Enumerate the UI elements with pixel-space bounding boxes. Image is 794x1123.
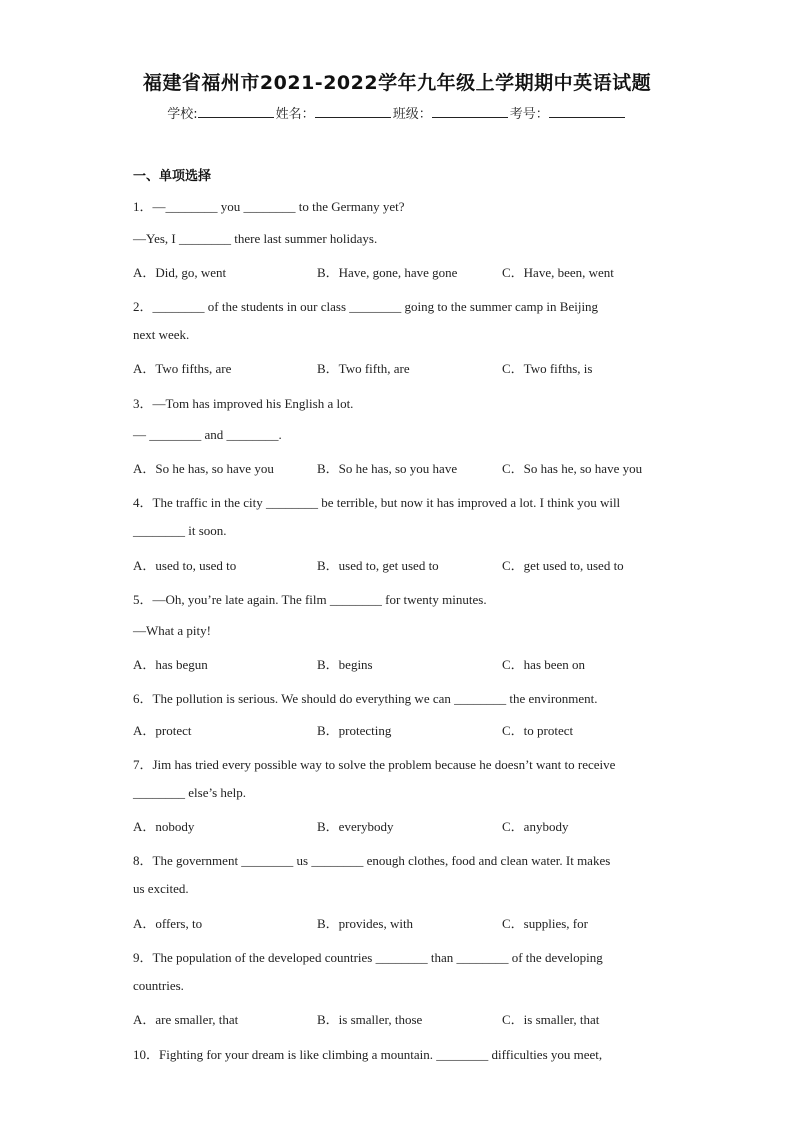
- question-9-option-c[interactable]: C．is smaller, that: [502, 1012, 600, 1027]
- question-4-option-b[interactable]: B．used to, get used to: [317, 558, 439, 573]
- class-label: 班级：: [392, 107, 432, 122]
- question-5-option-c[interactable]: C．has been on: [502, 657, 586, 672]
- question-5-option-a[interactable]: A．has begun: [133, 657, 208, 672]
- question-4-option-c[interactable]: C．get used to, used to: [502, 558, 624, 573]
- question-5-line-1: 5．—Oh, you’re late again. The film ________ for twenty minutes.: [133, 592, 487, 607]
- question-6-option-a[interactable]: A．protect: [133, 723, 192, 738]
- question-8-option-c[interactable]: C．supplies, for: [502, 916, 588, 931]
- question-4-line-1: 4．The traffic in the city ________ be terrible, but now it has improved a lot. I think you will: [133, 495, 621, 510]
- question-1-line-2: —Yes, I ________ there last summer holidays.: [133, 231, 378, 246]
- class-field[interactable]: [432, 105, 508, 118]
- question-2-line-2: next week.: [133, 327, 190, 342]
- student-info-row: [0, 103, 794, 122]
- question-1-line-1: 1．—________ you ________ to the Germany yet?: [133, 199, 405, 214]
- question-8-line-2: us excited.: [133, 881, 189, 896]
- question-2-option-a[interactable]: A．Two fifths, are: [133, 361, 232, 376]
- question-1-option-b[interactable]: B．Have, gone, have gone: [317, 265, 458, 280]
- number-label: 考号：: [509, 107, 549, 122]
- question-7-line-1: 7．Jim has tried every possible way to solve the problem because he doesn’t want to receive: [133, 757, 616, 772]
- question-7-line-2: ________ else’s help.: [133, 785, 247, 800]
- question-6-option-b[interactable]: B．protecting: [317, 723, 392, 738]
- question-4-option-a[interactable]: A．used to, used to: [133, 558, 237, 573]
- question-10-line-1: 10．Fighting for your dream is like climbing a mountain. ________ difficulties you meet,: [133, 1047, 603, 1062]
- question-9-option-a[interactable]: A．are smaller, that: [133, 1012, 239, 1027]
- question-9-line-1: 9．The population of the developed countries ________ than ________ of the developing: [133, 950, 603, 965]
- question-6-option-c[interactable]: C．to protect: [502, 723, 574, 738]
- question-9-line-2: countries.: [133, 978, 184, 993]
- question-3-option-c[interactable]: C．So has he, so have you: [502, 461, 643, 476]
- question-2-option-b[interactable]: B．Two fifth, are: [317, 361, 410, 376]
- question-3-line-2: — ________ and ________.: [133, 427, 282, 442]
- question-3-option-b[interactable]: B．So he has, so you have: [317, 461, 458, 476]
- question-8-option-b[interactable]: B．provides, with: [317, 916, 414, 931]
- question-7-option-a[interactable]: A．nobody: [133, 819, 195, 834]
- question-7-option-b[interactable]: B．everybody: [317, 819, 394, 834]
- question-1-option-a[interactable]: A．Did, go, went: [133, 265, 227, 280]
- question-5-option-b[interactable]: B．begins: [317, 657, 373, 672]
- page-title: 福建省福州市2021-2022学年九年级上学期期中英语试题: [142, 72, 652, 94]
- question-8-line-1: 8．The government ________ us ________ enough clothes, food and clean water. It makes: [133, 853, 611, 868]
- school-label: 学校:: [167, 107, 198, 122]
- question-9-option-b[interactable]: B．is smaller, those: [317, 1012, 423, 1027]
- question-2-line-1: 2．________ of the students in our class ________ going to the summer camp in Beijing: [133, 299, 599, 314]
- question-6-line-1: 6．The pollution is serious. We should do everything we can ________ the environment.: [133, 691, 598, 706]
- school-field[interactable]: [198, 105, 274, 118]
- question-8-option-a[interactable]: A．offers, to: [133, 916, 203, 931]
- name-label: 姓名：: [275, 107, 315, 122]
- name-field[interactable]: [315, 105, 391, 118]
- question-2-option-c[interactable]: C．Two fifths, is: [502, 361, 593, 376]
- number-field[interactable]: [549, 105, 625, 118]
- question-3-line-1: 3．—Tom has improved his English a lot.: [133, 396, 354, 411]
- question-3-option-a[interactable]: A．So he has, so have you: [133, 461, 274, 476]
- question-5-line-2: —What a pity!: [133, 623, 211, 638]
- question-1-option-c[interactable]: C．Have, been, went: [502, 265, 614, 280]
- section-title: 一、单项选择: [133, 169, 212, 184]
- question-7-option-c[interactable]: C．anybody: [502, 819, 569, 834]
- question-4-line-2: ________ it soon.: [133, 523, 227, 538]
